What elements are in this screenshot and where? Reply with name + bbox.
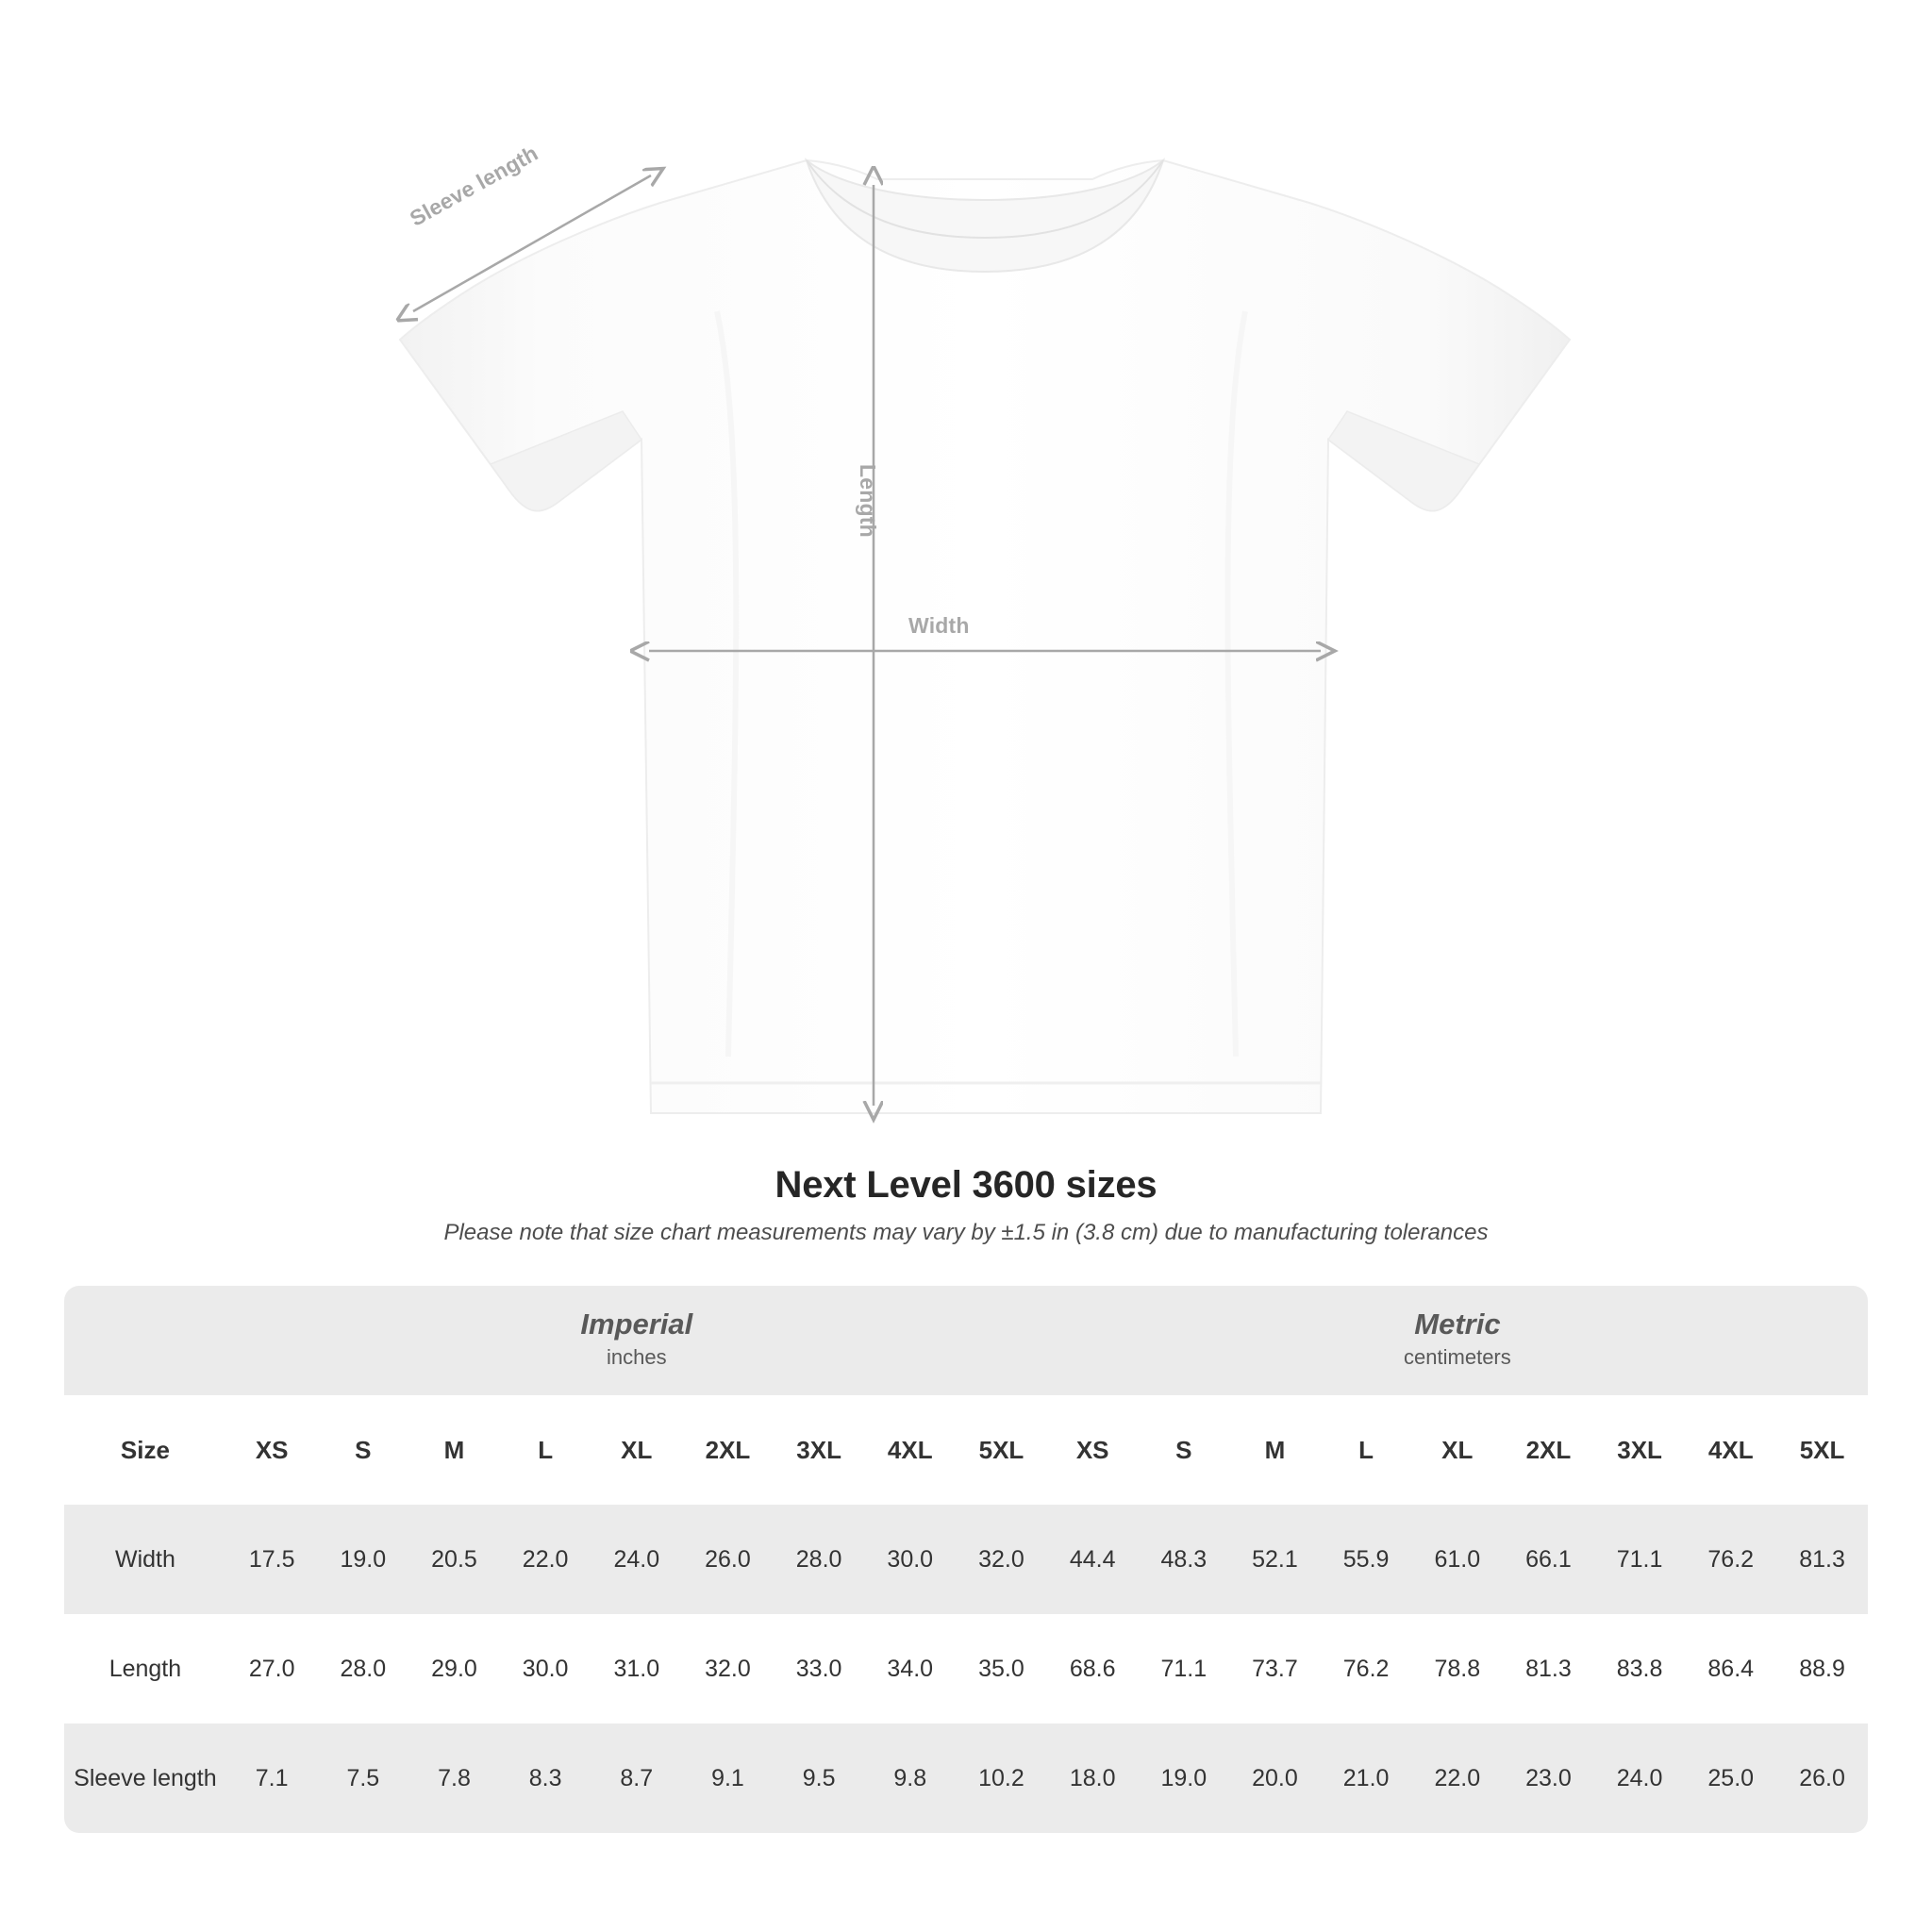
width-imperial-m: 20.5 [408, 1505, 500, 1614]
size-cell-imperial-s: S [318, 1395, 409, 1505]
sleeve-metric-xl: 22.0 [1411, 1724, 1503, 1833]
length-metric-4xl: 86.4 [1685, 1614, 1776, 1724]
size-cell-metric-s: S [1138, 1395, 1229, 1505]
sleeve-metric-l: 21.0 [1321, 1724, 1412, 1833]
length-label: Length [856, 464, 880, 538]
length-metric-5xl: 88.9 [1776, 1614, 1868, 1724]
unit-group-metric-sub: centimeters [1404, 1344, 1511, 1369]
width-metric-xs: 44.4 [1047, 1505, 1139, 1614]
sleeve-imperial-xl: 8.7 [591, 1724, 682, 1833]
sleeve-metric-xs: 18.0 [1047, 1724, 1139, 1833]
unit-group-metric [1047, 1286, 1868, 1395]
sleeve-imperial-5xl: 10.2 [956, 1724, 1047, 1833]
length-imperial-m: 29.0 [408, 1614, 500, 1724]
width-imperial-l: 22.0 [500, 1505, 591, 1614]
sleeve-imperial-xs: 7.1 [226, 1724, 318, 1833]
length-imperial-5xl: 35.0 [956, 1614, 1047, 1724]
row-label-length: Length [64, 1614, 226, 1724]
size-cell-imperial-5xl: 5XL [956, 1395, 1047, 1505]
length-imperial-xs: 27.0 [226, 1614, 318, 1724]
width-metric-4xl: 76.2 [1685, 1505, 1776, 1614]
size-cell-metric-m: M [1229, 1395, 1321, 1505]
unit-group-imperial-sub: inches [607, 1344, 667, 1369]
width-imperial-2xl: 26.0 [682, 1505, 774, 1614]
size-cell-imperial-l: L [500, 1395, 591, 1505]
width-metric-m: 52.1 [1229, 1505, 1321, 1614]
width-imperial-s: 19.0 [318, 1505, 409, 1614]
sleeve-metric-s: 19.0 [1138, 1724, 1229, 1833]
width-imperial-xl: 24.0 [591, 1505, 682, 1614]
unit-group-imperial [226, 1286, 1047, 1395]
sleeve-length-label: Sleeve length [406, 140, 542, 231]
length-imperial-2xl: 32.0 [682, 1614, 774, 1724]
sleeve-imperial-m: 7.8 [408, 1724, 500, 1833]
row-label-width: Width [64, 1505, 226, 1614]
size-cell-metric-5xl: 5XL [1776, 1395, 1868, 1505]
tolerance-note: Please note that size chart measurements may vary by ±1.5 in (3.8 cm) due to manufacturing tolerances [443, 1220, 1489, 1245]
size-cell-metric-xs: XS [1047, 1395, 1139, 1505]
corner-cell [64, 1286, 226, 1395]
size-cell-metric-4xl: 4XL [1685, 1395, 1776, 1505]
size-cell-metric-xl: XL [1411, 1395, 1503, 1505]
width-metric-2xl: 66.1 [1503, 1505, 1594, 1614]
size-header-row [64, 1395, 1868, 1505]
table-row-length [64, 1614, 1868, 1724]
size-cell-imperial-xs: XS [226, 1395, 318, 1505]
size-cell-metric-3xl: 3XL [1594, 1395, 1686, 1505]
sleeve-imperial-s: 7.5 [318, 1724, 409, 1833]
size-table [64, 1286, 1868, 1833]
sleeve-imperial-l: 8.3 [500, 1724, 591, 1833]
table-row-sleeve-length [64, 1724, 1868, 1833]
sleeve-metric-4xl: 25.0 [1685, 1724, 1776, 1833]
sleeve-metric-3xl: 24.0 [1594, 1724, 1686, 1833]
row-label-sleeve-length: Sleeve length [64, 1724, 226, 1833]
length-metric-m: 73.7 [1229, 1614, 1321, 1724]
sleeve-imperial-3xl: 9.5 [774, 1724, 865, 1833]
width-metric-s: 48.3 [1138, 1505, 1229, 1614]
length-imperial-4xl: 34.0 [864, 1614, 956, 1724]
sleeve-imperial-4xl: 9.8 [864, 1724, 956, 1833]
width-metric-l: 55.9 [1321, 1505, 1412, 1614]
length-imperial-3xl: 33.0 [774, 1614, 865, 1724]
length-metric-s: 71.1 [1138, 1614, 1229, 1724]
unit-group-metric-name: Metric [1414, 1307, 1501, 1341]
width-imperial-xs: 17.5 [226, 1505, 318, 1614]
width-imperial-3xl: 28.0 [774, 1505, 865, 1614]
table-row-width [64, 1505, 1868, 1614]
width-label: Width [908, 613, 970, 638]
sleeve-metric-m: 20.0 [1229, 1724, 1321, 1833]
sleeve-metric-2xl: 23.0 [1503, 1724, 1594, 1833]
row-label-size: Size [64, 1395, 226, 1505]
width-imperial-4xl: 30.0 [864, 1505, 956, 1614]
unit-group-imperial-name: Imperial [580, 1307, 693, 1341]
title-block [0, 1164, 1932, 1246]
size-cell-imperial-m: M [408, 1395, 500, 1505]
page-title: Next Level 3600 sizes [774, 1164, 1158, 1206]
length-imperial-xl: 31.0 [591, 1614, 682, 1724]
length-metric-xl: 78.8 [1411, 1614, 1503, 1724]
length-metric-xs: 68.6 [1047, 1614, 1139, 1724]
width-metric-5xl: 81.3 [1776, 1505, 1868, 1614]
size-cell-metric-l: L [1321, 1395, 1412, 1505]
sleeve-imperial-2xl: 9.1 [682, 1724, 774, 1833]
size-table-wrapper [64, 1286, 1868, 1833]
size-cell-imperial-3xl: 3XL [774, 1395, 865, 1505]
length-metric-2xl: 81.3 [1503, 1614, 1594, 1724]
size-cell-imperial-2xl: 2XL [682, 1395, 774, 1505]
width-metric-xl: 61.0 [1411, 1505, 1503, 1614]
size-cell-metric-2xl: 2XL [1503, 1395, 1594, 1505]
width-metric-3xl: 71.1 [1594, 1505, 1686, 1614]
length-metric-l: 76.2 [1321, 1614, 1412, 1724]
tshirt-shape [400, 160, 1570, 1113]
sleeve-metric-5xl: 26.0 [1776, 1724, 1868, 1833]
size-cell-imperial-4xl: 4XL [864, 1395, 956, 1505]
size-cell-imperial-xl: XL [591, 1395, 682, 1505]
width-imperial-5xl: 32.0 [956, 1505, 1047, 1614]
unit-header-row [64, 1286, 1868, 1395]
length-imperial-l: 30.0 [500, 1614, 591, 1724]
length-metric-3xl: 83.8 [1594, 1614, 1686, 1724]
length-imperial-s: 28.0 [318, 1614, 409, 1724]
